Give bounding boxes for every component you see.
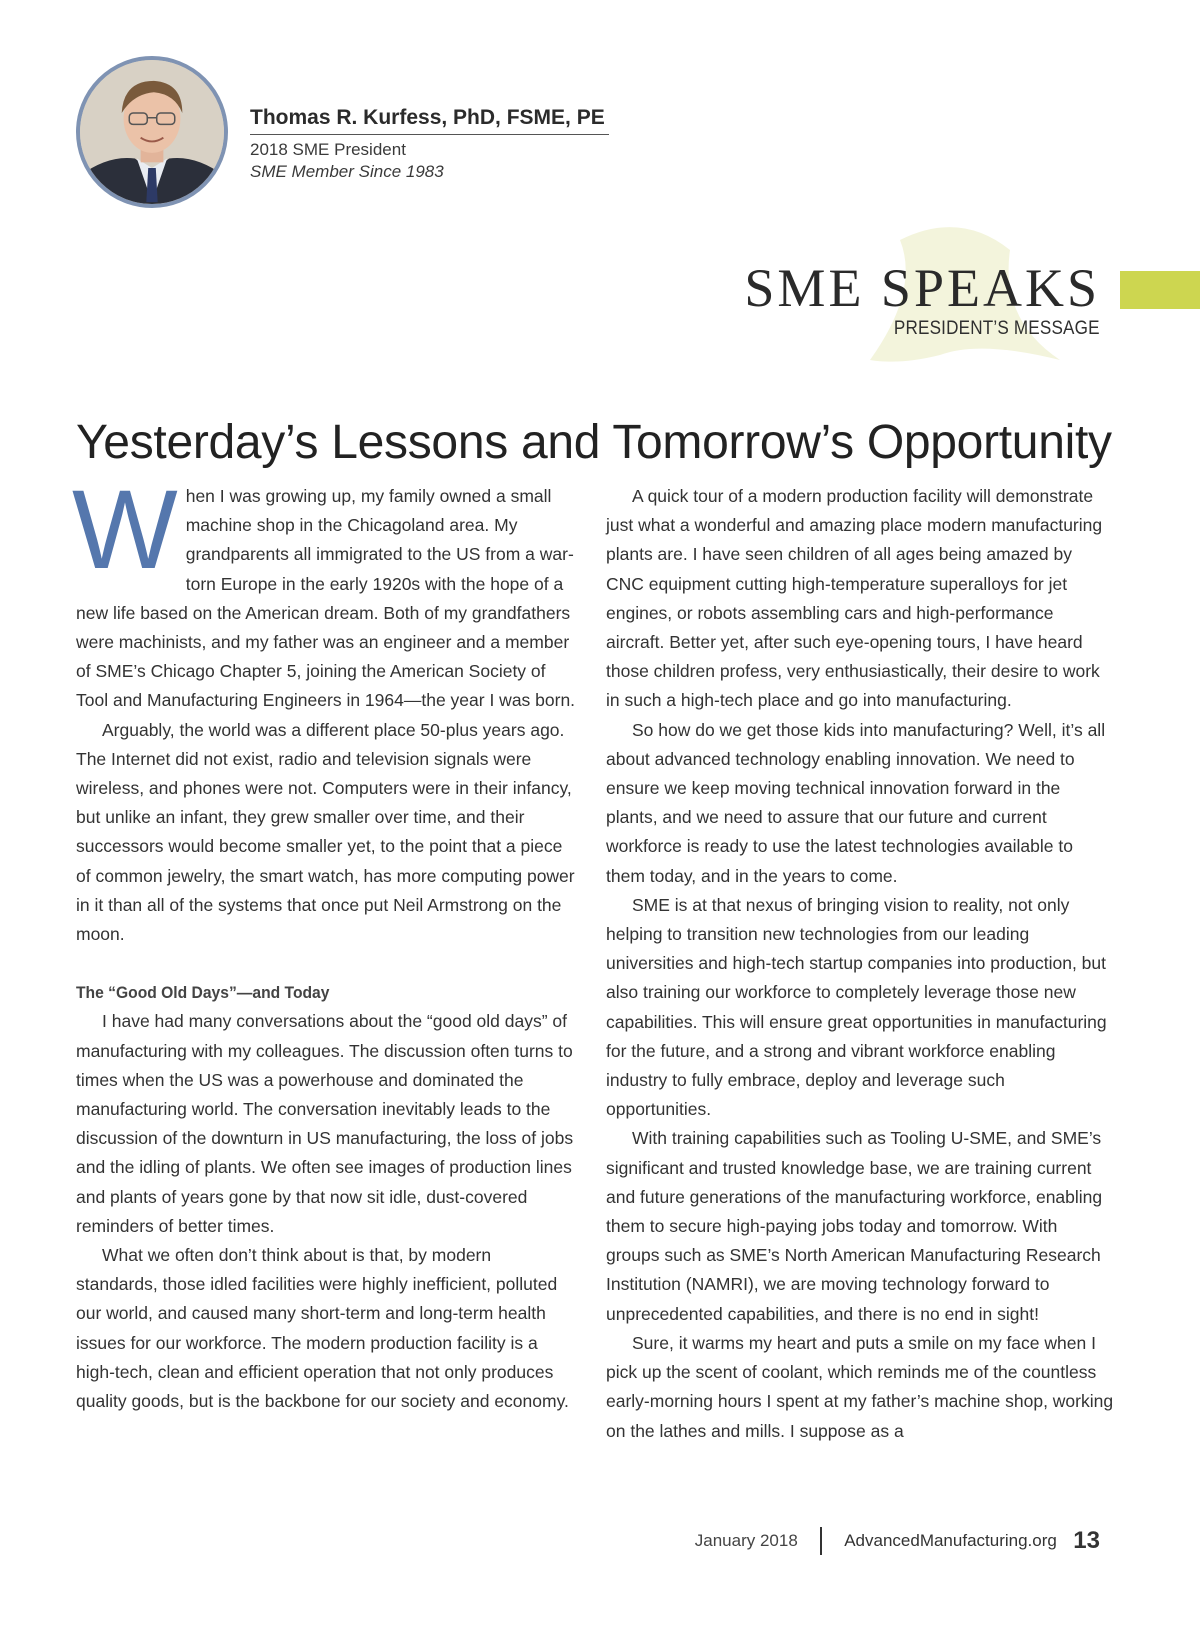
paragraph: I have had many conversations about the “good old days” of manufacturing with my colleagues. The discussion often turns to times when the US was a powerhouse and dominated the manufacturing world. The conversation inevitably leads to the discussion of the downturn in US manufacturing, the loss of jobs and the idling of plants. We often see images of production lines and plants of years gone by that now sit idle, dust-covered reminders of better times. bbox=[76, 1011, 574, 1236]
paragraph: Arguably, the world was a different place 50-plus years ago. The Internet did not exist, radio and television signals were wireless, and phones were not. Computers were in their infancy, but unlike an infant, they grew smaller over time, and their successors would become smaller yet, to the point that a piece of common jewelry, the smart watch, has more computing power in it than all of the systems that once put Neil Armstrong on the moon. bbox=[76, 719, 575, 945]
section-title: SME SPEAKS bbox=[744, 258, 1100, 318]
author-portrait bbox=[76, 56, 228, 208]
issue-date: January 2018 bbox=[694, 1531, 798, 1550]
author-member-since: SME Member Since 1983 bbox=[250, 162, 444, 181]
paragraph: A quick tour of a modern production facility will demonstrate just what a wonderful and amazing place modern manufacturing plants are. I have seen children of all ages being amazed by CNC equipment cutting high-temperature superalloys for jet engines, or robots assembling cars and high-performance aircraft. Better yet, after such eye-opening tours, I have heard those children profess, very enthusiastically, their desire to work in such a high-tech place and go into manufacturing. bbox=[606, 486, 1103, 711]
paragraph: So how do we get those kids into manufacturing? Well, it’s all about advanced technology enabling innovation. We need to ensure we keep moving technical innovation forward in the plants, and we need to assure that our future and current workforce is ready to use the latest technologies available to them today, and in the years to come. bbox=[606, 719, 1106, 886]
paragraph: Sure, it warms my heart and puts a smile on my face when I pick up the scent of coolant, which reminds me of the countless early-morning hours I spent at my father’s machine shop, working on the lathes and mills. I suppose as a bbox=[606, 1332, 1114, 1441]
author-byline bbox=[250, 106, 620, 182]
section-subtitle: PRESIDENT’S MESSAGE bbox=[894, 318, 1100, 339]
section-accent-bar bbox=[1120, 271, 1200, 309]
subheading: The “Good Old Days”—and Today bbox=[76, 983, 330, 1003]
drop-cap: W bbox=[72, 467, 178, 592]
article-headline: Yesterday’s Lessons and Tomorrow’s Opportunity bbox=[76, 416, 1112, 469]
author-photo-illustration bbox=[80, 60, 224, 204]
page-footer bbox=[695, 1527, 1100, 1567]
author-role: 2018 SME President bbox=[250, 140, 406, 159]
paragraph: SME is at that nexus of bringing vision to reality, not only helping to transition new technologies from our leading universities and high-tech startup companies into production, but also training our workforce to completely leverage those new capabilities. This will ensure great opportunities in manufacturing for the future, and a strong and vibrant workforce enabling industry to fully embrace, deploy and leverage such opportunities. bbox=[606, 894, 1107, 1120]
website-link[interactable]: AdvancedManufacturing.org bbox=[844, 1531, 1057, 1550]
paragraph-text: hen I was growing up, my family owned a small machine shop in the Chicagoland area. My grandparents all immigrated to the US from a war-torn Europe in the early 1920s with the hope of a new life based on the American dream. Both of my grandfathers were machinists, and my father was an engineer and a member of SME’s Chicago Chapter 5, joining the American Society of Tool and Manufacturing Engineers in 1964—the year I was born. bbox=[76, 486, 576, 711]
article-column-right bbox=[606, 482, 1114, 1446]
paragraph bbox=[72, 467, 576, 716]
footer-divider bbox=[820, 1527, 822, 1555]
page-number: 13 bbox=[1073, 1527, 1100, 1554]
paragraph: With training capabilities such as Tooling U-SME, and SME’s significant and trusted knowledge base, we are training current and future generations of the manufacturing workforce, enabling them to secure high-paying jobs today and tomorrow. With groups such as SME’s North American Manufacturing Research Institution (NAMRI), we are moving technology forward to unprecedented capabilities, and there is no end in sight! bbox=[606, 1128, 1103, 1324]
article-column-left bbox=[72, 467, 576, 1416]
author-name: Thomas R. Kurfess, PhD, FSME, PE bbox=[250, 106, 609, 135]
paragraph: What we often don’t think about is that, by modern standards, those idled facilities were highly inefficient, polluted our world, and caused many short-term and long-term health issues for our workforce. The modern production facility is a high-tech, clean and efficient operation that not only produces quality goods, but is the backbone for our society and economy. bbox=[76, 1245, 569, 1412]
